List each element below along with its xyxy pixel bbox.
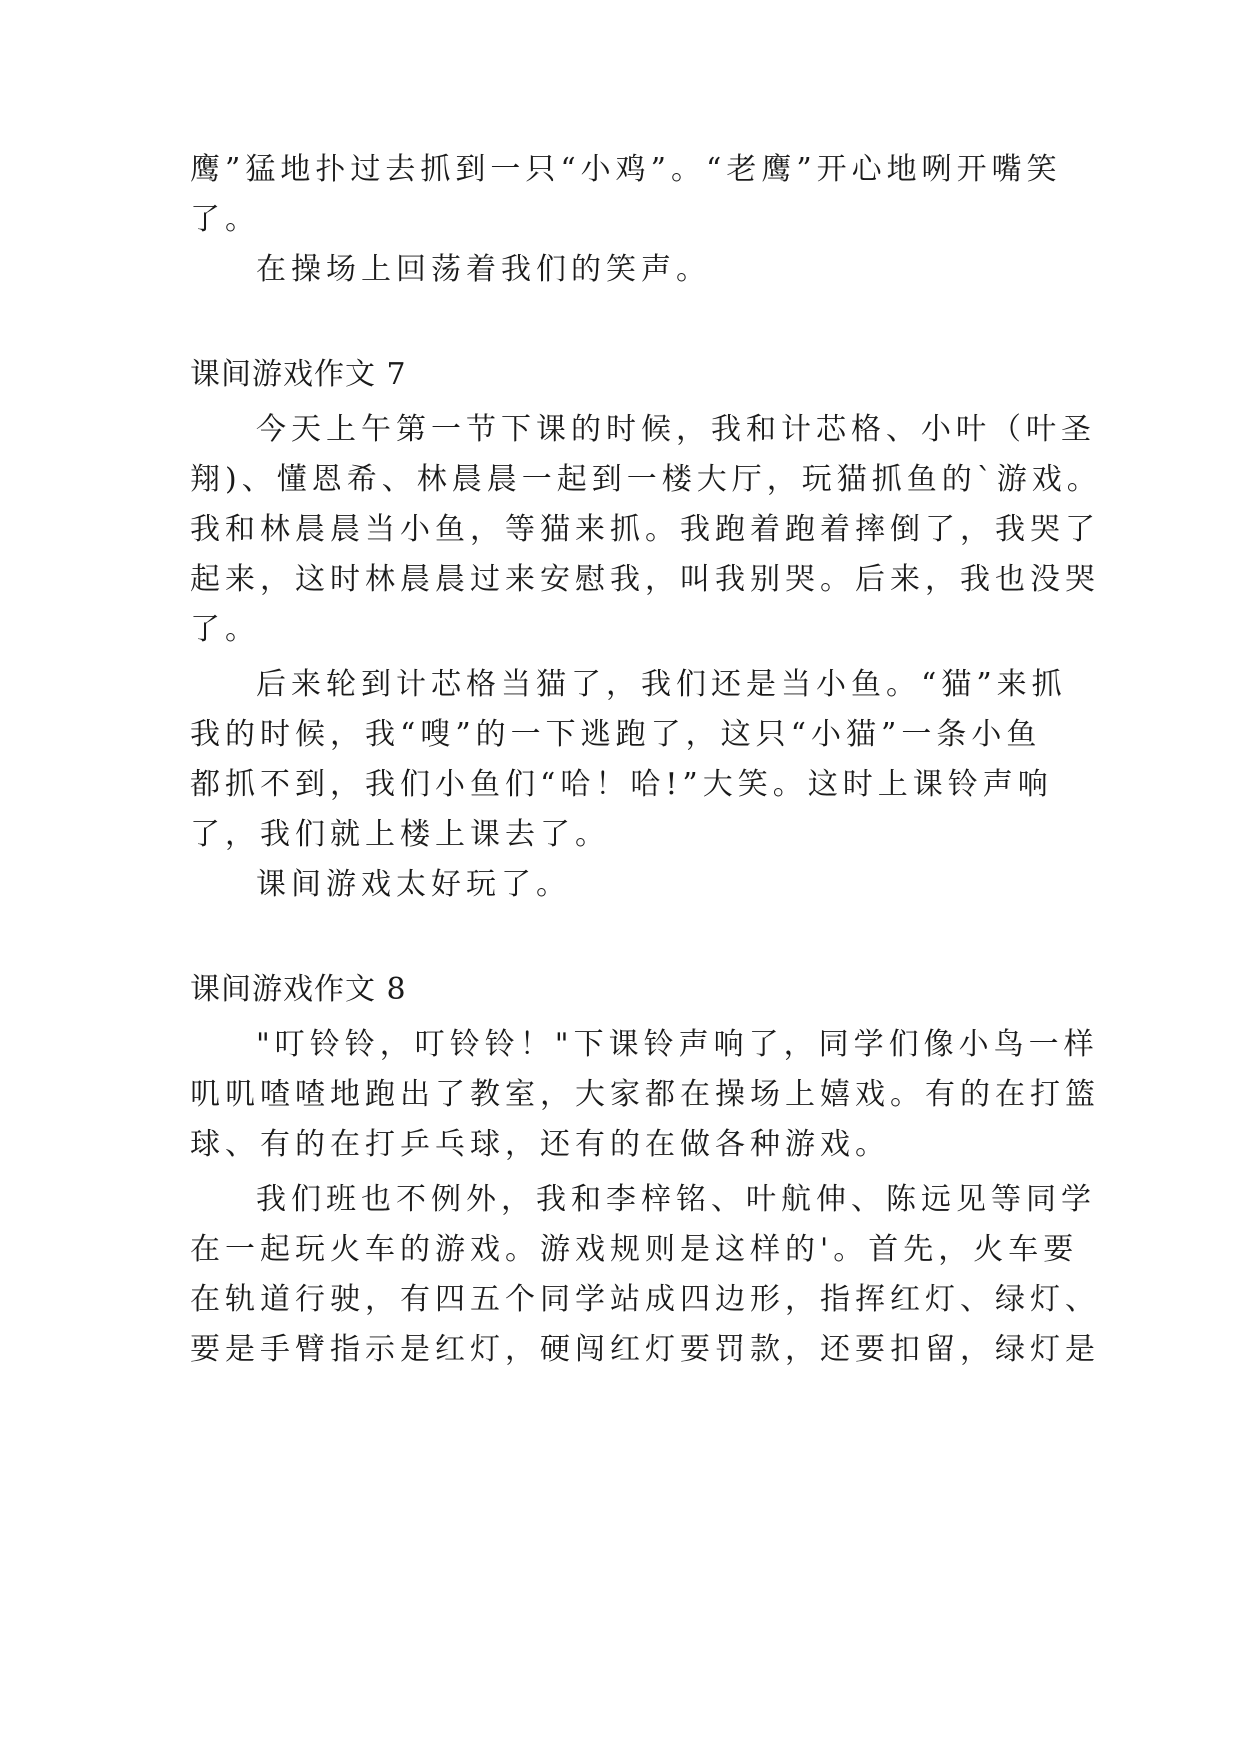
section-heading: 课间游戏作文 7 (190, 357, 407, 392)
text-line: 翔)、懂恩希、林晨晨一起到一楼大厅，玩猫抓鱼的`游戏。 (190, 462, 1102, 497)
text-line: 叽叽喳喳地跑出了教室，大家都在操场上嬉戏。有的在打篮 (190, 1077, 1100, 1112)
paragraph-line: 今天上午第一节下课的时候，我和计芯格、小叶（叶圣 (256, 412, 1096, 447)
text-line: 了。 (190, 612, 260, 647)
paragraph-line: 后来轮到计芯格当猫了，我们还是当小鱼。“猫”来抓 (256, 667, 1067, 702)
paragraph-line: 我们班也不例外，我和李梓铭、叶航伸、陈远见等同学 (256, 1182, 1096, 1217)
text-line: 了，我们就上楼上课去了。 (190, 817, 610, 852)
section-heading: 课间游戏作文 8 (190, 972, 407, 1007)
text-line: 要是手臂指示是红灯，硬闯红灯要罚款，还要扣留，绿灯是 (190, 1332, 1100, 1367)
text-line: 球、有的在打乒乓球，还有的在做各种游戏。 (190, 1127, 890, 1162)
text-line: 鹰”猛地扑过去抓到一只“小鸡”。“老鹰”开心地咧开嘴笑 (190, 152, 1062, 187)
text-line: 了。 (190, 202, 260, 237)
text-line: 都抓不到，我们小鱼们“哈！哈!”大笑。这时上课铃声响 (190, 767, 1053, 802)
paragraph-line: 课间游戏太好玩了。 (256, 867, 571, 902)
text-line: 我的时候，我“嗖”的一下逃跑了，这只“小猫”一条小鱼 (190, 717, 1042, 752)
text-line: 在轨道行驶，有四五个同学站成四边形，指挥红灯、绿灯、 (190, 1282, 1100, 1317)
paragraph-line: "叮铃铃，叮铃铃！"下课铃声响了，同学们像小鸟一样 (256, 1027, 1099, 1062)
text-line: 我和林晨晨当小鱼，等猫来抓。我跑着跑着摔倒了，我哭了 (190, 512, 1100, 547)
paragraph-line: 在操场上回荡着我们的笑声。 (256, 252, 711, 287)
text-line: 起来，这时林晨晨过来安慰我，叫我别哭。后来，我也没哭 (190, 562, 1100, 597)
text-line: 在一起玩火车的游戏。游戏规则是这样的'。首先，火车要 (190, 1232, 1079, 1267)
